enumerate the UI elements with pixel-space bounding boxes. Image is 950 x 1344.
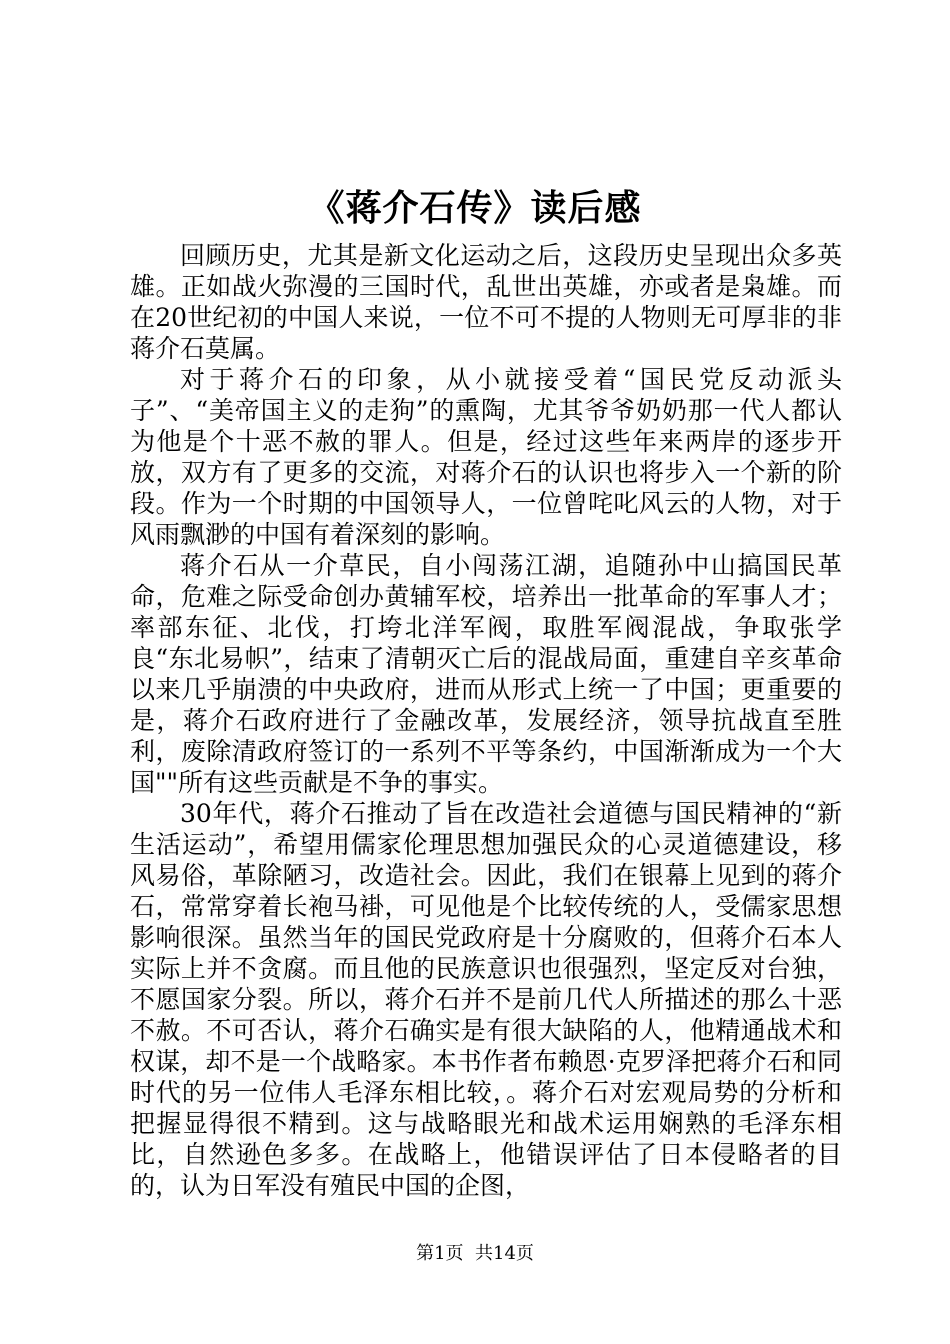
document-title: 《蒋介石传》读后感 — [308, 187, 642, 229]
paragraph-3: 蒋介石从一介草民，自小闯荡江湖，追随孙中山搞国民革命，危难之际受命创办黄辅军校，培养出一批革命的军事人才；率部东征、北伐，打垮北洋军阀，取胜军阀混战，争取张学良“东北易帜”，结束了清朝灭亡后的混战局面，重建自辛亥革命以来几乎崩溃的中央政府，进而从形式上统一了中国；更重要的是，蒋介石政府进行了金融改革，发展经济，领导抗战直至胜利，废除清政府签订的一系列不平等条约，中国渐渐成为一个大国""所有这些贡献是不争的事实。 — [130, 551, 842, 797]
page-footer — [0, 1242, 950, 1266]
paragraph-1: 回顾历史，尤其是新文化运动之后，这段历史呈现出众多英雄。正如战火弥漫的三国时代，乱世出英雄，亦或者是枭雄。而在20世纪初的中国人来说，一位不可不提的人物则无可厚非的非蒋介石莫属。 — [130, 241, 842, 363]
document-body — [130, 240, 842, 1201]
total-pages: 共14页 — [475, 1243, 534, 1264]
paragraph-2: 对于蒋介石的印象，从小就接受着“国民党反动派头子”、“美帝国主义的走狗”的熏陶，尤其爷爷奶奶那一代人都认为他是个十恶不赦的罪人。但是，经过这些年来两岸的逐步开放，双方有了更多的交流，对蒋介石的认识也将步入一个新的阶段。作为一个时期的中国领导人，一位曾咤叱风云的人物，对于风雨飘渺的中国有着深刻的影响。 — [130, 365, 842, 549]
page-number: 第1页 — [416, 1243, 464, 1264]
paragraph-4: 30年代，蒋介石推动了旨在改造社会道德与国民精神的“新生活运动”，希望用儒家伦理思想加强民众的心灵道德建设，移风易俗，革除陋习，改造社会。因此，我们在银幕上见到的蒋介石，常常穿着长袍马褂，可见他是个比较传统的人，受儒家思想影响很深。虽然当年的国民党政府是十分腐败的，但蒋介石本人实际上并不贪腐。而且他的民族意识也很强烈，坚定反对台独，不愿国家分裂。所以，蒋介石并不是前几代人所描述的那么十恶不赦。不可否认，蒋介石确实是有很大缺陷的人，他精通战术和权谋，却不是一个战略家。本书作者布赖恩·克罗泽把蒋介石和同时代的另一位伟人毛泽东相比较，。蒋介石对宏观局势的分析和把握显得很不精到。这与战略眼光和战术运用娴熟的毛泽东相比，自然逊色多多。在战略上，他错误评估了日本侵略者的目的，认为日军没有殖民中国的企图， — [130, 799, 842, 1200]
